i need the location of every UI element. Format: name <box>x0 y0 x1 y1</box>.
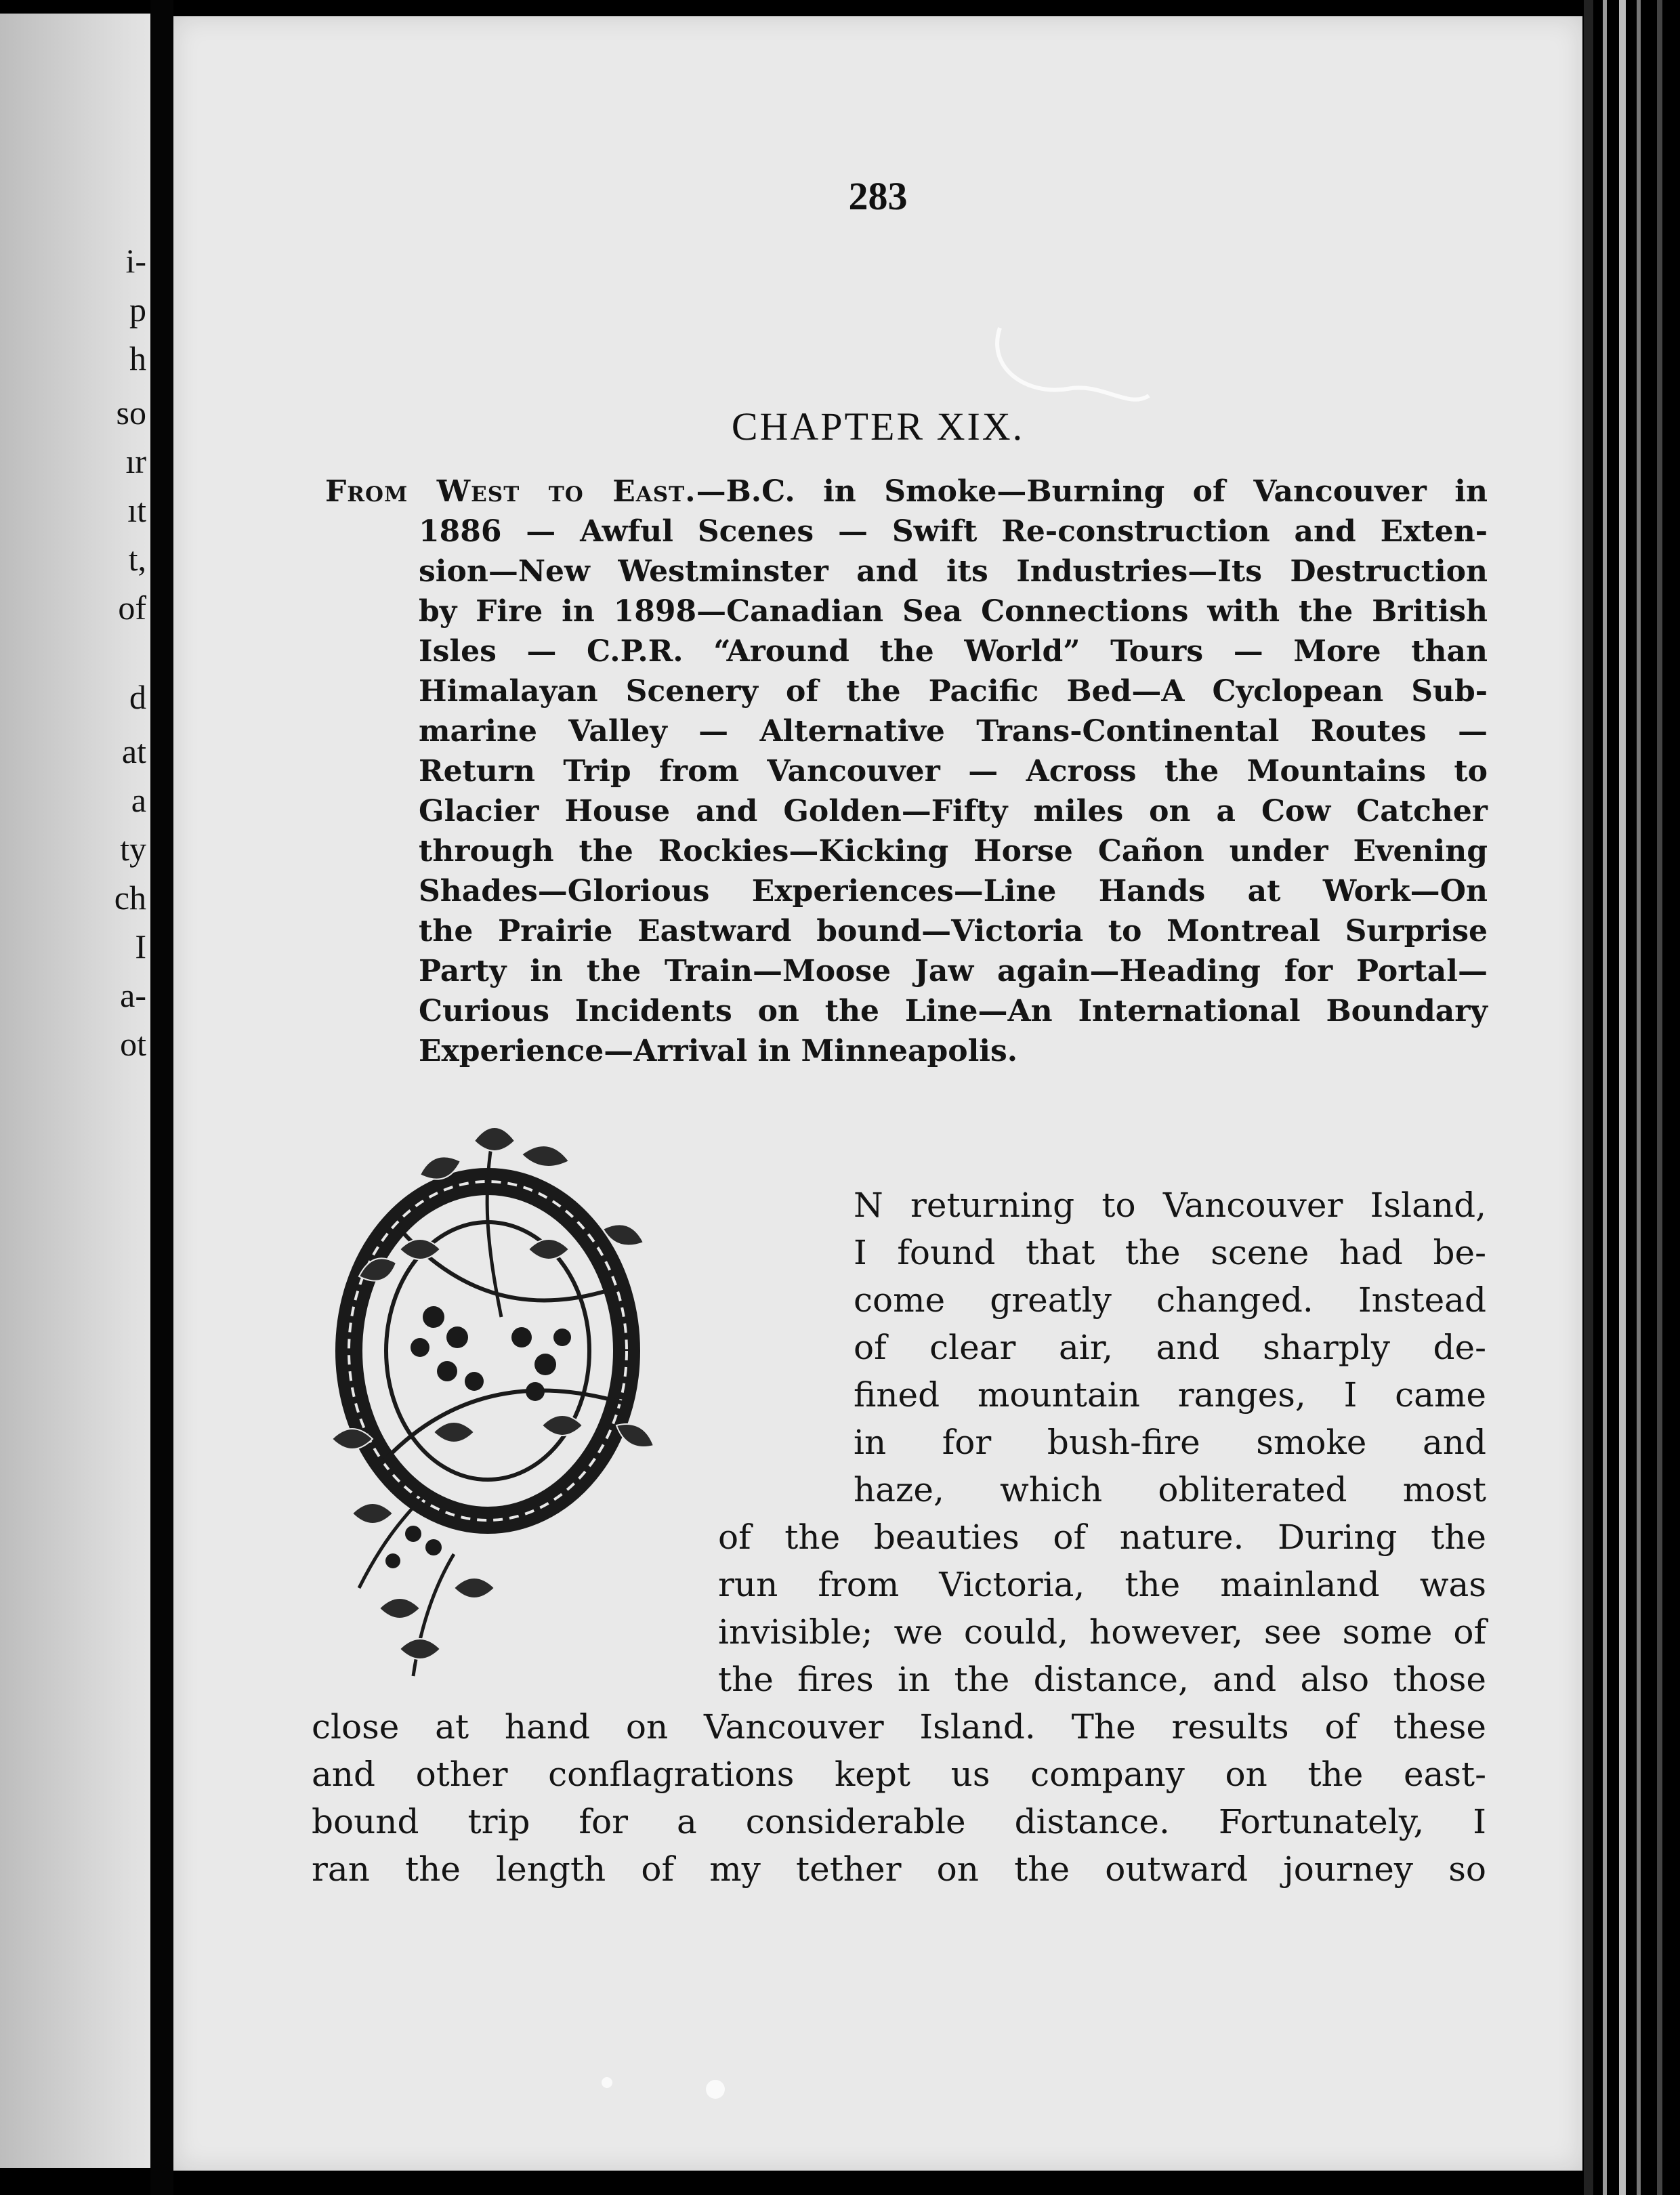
facing-page-fragment: of <box>118 589 146 627</box>
synopsis-line: sion—New Westminster and its Industries—Its Destruction <box>419 554 1488 589</box>
synopsis-line: the Prairie Eastward bound—Victoria to Montreal Surprise <box>419 914 1488 948</box>
body-line: of the beauties of nature. During the <box>718 1518 1486 1557</box>
body-line: of clear air, and sharply de- <box>854 1328 1486 1367</box>
right-page-edge <box>1582 0 1680 2195</box>
facing-page-fragment: ot <box>120 1025 146 1063</box>
synopsis-line: Return Trip from Vancouver — Across the Mountains to <box>419 754 1488 789</box>
facing-page-fragment: ty <box>120 830 146 868</box>
chapter-title: CHAPTER XIX. <box>731 404 1025 448</box>
facing-page-fragment: a- <box>120 976 146 1014</box>
body-paragraph <box>312 1182 1486 1893</box>
synopsis-line: Isles — C.P.R. “Around the World” Tours — More than <box>419 634 1488 669</box>
facing-page-fragment: i- <box>125 242 146 280</box>
page-edge-line <box>1584 0 1593 2195</box>
facing-page-fragment: a <box>131 781 146 819</box>
scan-smudge <box>986 314 1162 423</box>
body-line: N returning to Vancouver Island, <box>854 1186 1486 1225</box>
synopsis-line: From West to East.—B.C. in Smoke—Burning of Vancouver in <box>325 474 1488 509</box>
facing-page-fragment: h <box>129 339 146 377</box>
synopsis-line: marine Valley — Alternative Trans-Continental Routes — <box>419 714 1488 749</box>
left-page-edge <box>0 14 150 2168</box>
facing-page-fragment: p <box>129 291 146 329</box>
synopsis-lead: From West to East. <box>325 474 696 509</box>
body-line: and other conflagrations kept us company on the east- <box>312 1755 1486 1794</box>
page-edge-line <box>1619 0 1626 2195</box>
synopsis-line: Shades—Glorious Experiences—Line Hands at Work—On <box>419 874 1488 908</box>
synopsis-line: Experience—Arrival in Minneapolis. <box>419 1034 1018 1068</box>
page-edge-line <box>1637 0 1641 2195</box>
synopsis-line: Curious Incidents on the Line—An International Boundary <box>419 994 1488 1028</box>
synopsis-line: Himalayan Scenery of the Pacific Bed—A Cyclopean Sub- <box>419 674 1488 709</box>
body-line: in for bush-fire smoke and <box>854 1423 1486 1462</box>
body-line: haze, which obliterated most <box>854 1470 1486 1509</box>
book-page <box>173 16 1582 2171</box>
chapter-synopsis <box>325 472 1488 1071</box>
body-line: I found that the scene had be- <box>854 1233 1486 1272</box>
page-edge-line <box>1657 0 1662 2195</box>
body-line: run from Victoria, the mainland was <box>718 1565 1486 1604</box>
synopsis-line: through the Rockies—Kicking Horse Cañon under Evening <box>419 834 1488 869</box>
book-gutter <box>150 0 173 2195</box>
synopsis-line: Glacier House and Golden—Fifty miles on a Cow Catcher <box>419 794 1488 829</box>
body-line: come greatly changed. Instead <box>854 1280 1486 1320</box>
page-edge-line <box>1603 0 1607 2195</box>
body-line: invisible; we could, however, see some of <box>718 1612 1486 1652</box>
facing-page-fragment: at <box>121 732 146 770</box>
body-line: ran the length of my tether on the outward journey so <box>312 1849 1486 1889</box>
facing-page-fragment: ır <box>125 442 146 480</box>
facing-page-fragment: ıt <box>127 491 146 529</box>
body-line: close at hand on Vancouver Island. The results of these <box>312 1707 1486 1747</box>
synopsis-line: Party in the Train—Moose Jaw again—Heading for Portal— <box>419 954 1488 988</box>
body-line: bound trip for a considerable distance. Fortunately, I <box>312 1802 1486 1841</box>
synopsis-line: by Fire in 1898—Canadian Sea Connections with the British <box>419 594 1488 629</box>
scan-speck <box>580 2049 783 2130</box>
body-line: the fires in the distance, and also those <box>718 1660 1486 1699</box>
facing-page-fragment: so <box>116 394 146 432</box>
synopsis-line: 1886 — Awful Scenes — Swift Re-construction and Exten- <box>419 514 1488 549</box>
page-number: 283 <box>848 174 908 218</box>
facing-page-fragment: ch <box>114 879 146 917</box>
facing-page-fragment: d <box>129 678 146 716</box>
facing-page-fragment: I <box>135 927 146 965</box>
body-line: fined mountain ranges, I came <box>854 1375 1486 1415</box>
facing-page-fragment: t, <box>128 540 146 578</box>
